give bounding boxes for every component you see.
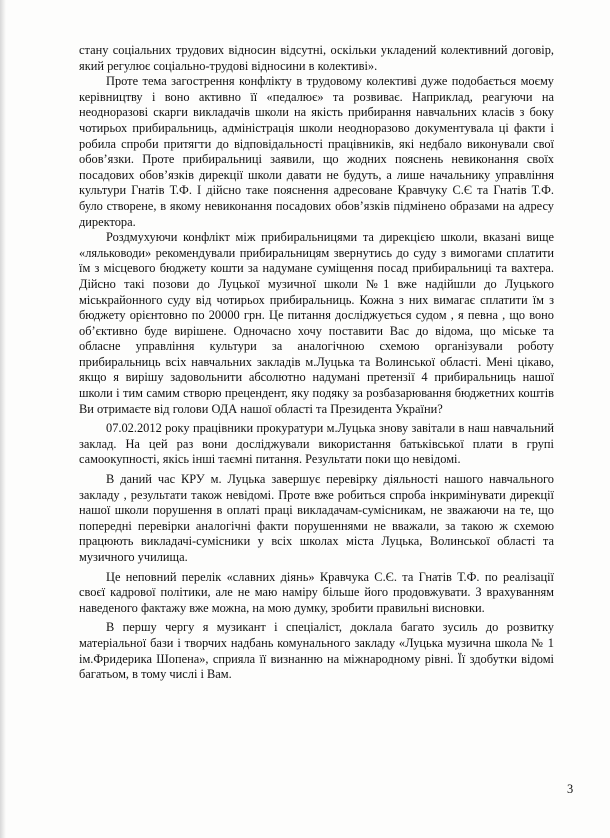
- paragraph-continuation: стану соціальних трудових відносин відсутні, оскільки укладений колективний договір, який регулює соціально-трудові відносини в колективі».: [79, 43, 554, 73]
- paragraph-conflict: Проте тема загострення конфлікту в трудовому колективі дуже подобається моєму керівництву і воно активно її «педалює» та розвиває. Наприклад, реагуючи на неодноразові скарги викладачів школи на якість прибирання навчальних класів з боку чотирьох прибиральниць, адміністрація школи неодноразово документувала ці факти і робила спроби притягти до відповідальності працівників, які недбало виконували свої обов’язки. Проте прибиральниці заявили, що жодних пояснень невиконання своїх посадових обов’язків дирекції школи давати не будуть, а лише начальнику управління культури Гнатів Т.Ф. І дійсно таке пояснення адресоване Кравчуку С.Є та Гнатів Т.Ф. було створене, в якому невиконання посадових обов’язків підмінено образами на адресу директора.: [79, 74, 554, 229]
- page-number: 3: [567, 782, 574, 796]
- paragraph-achievements: В першу чергу я музикант і спеціаліст, доклала багато зусиль до розвитку матеріальної бази і творчих надбань комунального закладу «Луцька музична школа № 1 ім.Фридерика Шопена», сприяла її визнанню на міжнародному рівні. Її здобутки відомі багатьом, в тому числі і Вам.: [79, 620, 554, 682]
- paragraph-cleaners-lawsuit: Роздмухуючи конфлікт між прибиральницями та дирекцією школи, вказані вище «ляльководи» рекомендували прибиральницям звернутись до суду з вимогами сплатити їм з місцевого бюджету кошти за надумане суміщення посад прибиральниці та вахтера. Дійсно такі позови до Луцької музичної школи №1 вже надійшли до Луцького міськрайонного суду від чотирьох прибиральниць. Кожна з них вимагає сплатити їм з бюджету орієнтовно по 20000 грн. Це питання досліджується судом , я певна , що воно об’єктивно буде вирішене. Одночасно хочу поставити Вас до відома, що міське та обласне управління культури за аналогічною схемою організували роботу прибиральниць всіх навчальних закладів м.Луцька та Волинської області. Мені цікаво, якщо я вирішу задовольнити абсолютно надумані претензії 4 прибиральниць нашої школи і тим самим створю прецендент, яку подяку за розбазарювання бюджетних коштів Ви отримаєте від голови ОДА нашої області та Президента України?: [79, 230, 554, 416]
- scan-edge-shadow: [0, 0, 6, 838]
- letter-body: [79, 43, 554, 683]
- paragraph-audit: В даний час КРУ м. Луцька завершує перевірку діяльності нашого навчального закладу , результати також невідомі. Проте вже робиться спроба інкримінувати дирекції нашої школи порушення в оплаті праці викладачам-сумісникам, не зважаючи на те, що попередні перевірки аналогічні факти порушеннями не вважали, за такою ж схемою працюють викладачі-сумісники у всіх школах міста Луцька, Волинської області та музичного училища.: [79, 472, 554, 564]
- paragraph-prosecutors: 07.02.2012 року працівники прокуратури м.Луцька знову завітали в наш навчальний заклад. На цей раз вони досліджували використання батьківської плати в групі самоокупності, якісь інші таємні питання. Результати поки що невідомі.: [79, 421, 554, 467]
- paragraph-conclusions: Це неповний перелік «славних діянь» Кравчука С.Є. та Гнатів Т.Ф. по реалізації своєї кадрової політики, але не маю наміру більше його продовжувати. З врахуванням наведеного фактажу вже можна, на мою думку, зробити правильні висновки.: [79, 569, 554, 615]
